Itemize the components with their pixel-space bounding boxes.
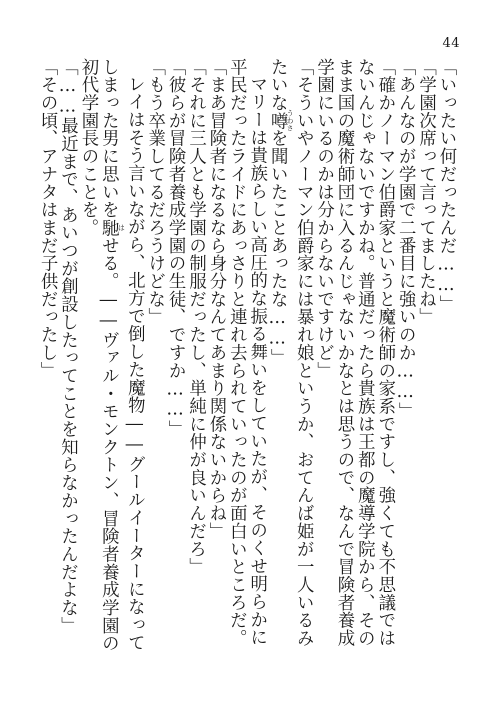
vertical-text-body: [37, 58, 456, 658]
dialogue-line: 「その頃、アナタはまだ子供だったし」: [37, 58, 58, 380]
line-text-after: せる。――ヴァル・モンクトン、冒険者養成学園の初代学園長のことを。: [77, 58, 119, 653]
dialogue-line: [267, 58, 313, 658]
ruby-annotation: [267, 109, 295, 132]
dialogue-line: 「彼らが冒険者養成学園の生徒、ですか……」: [165, 58, 186, 439]
line-text: レイはそう言いながら、北方で倒した魔物――グールイーターになってしまった男に思いを: [98, 58, 145, 652]
ruby-base: 噂: [267, 109, 288, 132]
narration-paragraph: [78, 58, 145, 658]
dialogue-line: 「まあ冒険者になるなら身分なんてあまり関係ないからね」: [205, 58, 226, 540]
dialogue-line: 「……最近まで、あいつが創設したってことを知らなかったんだよな」: [57, 58, 78, 635]
dialogue-line: 「もう卒業してるだろうけどな」: [144, 58, 165, 326]
dialogue-line: 「それに三人とも学園の制服だったし、単純に仲が良いんだろ」: [185, 58, 206, 576]
dialogue-line: 「学園次席って言ってましたね」: [415, 58, 436, 326]
ruby-reading: は: [117, 218, 126, 237]
dialogue-line: 「いったい何だったんだ……」: [436, 58, 456, 314]
dialogue-line: 「あんなのが学園で二番目に強いのか……」: [395, 58, 416, 421]
dialogue-line: 「確かノーマン伯爵家というと魔術師の家系ですし、強くても不思議ではないんじゃないですかね。普通だったら貴族は王都の魔導学院から、そのまま国の魔術師団に入るんじゃないかなとは思うので、なんで冒険者養成学園にいるのかは分からないですけど」: [313, 58, 395, 648]
line-text: 「そういやノーマン伯爵家には暴れ娘というか、おてんば姫が一人いるみたいな: [267, 58, 314, 648]
page-number: 44: [442, 36, 460, 51]
ruby-base: 馳: [98, 218, 119, 237]
ruby-annotation: [98, 218, 126, 237]
line-text-after: を聞いたことあったな……」: [267, 129, 288, 367]
narration-paragraph: マリーは貴族らしい高圧的な振る舞いをしていたが、そのくせ明らかに平民だったライドにあっさりと連れ去られていったのが面白いところだ。: [226, 58, 267, 648]
ruby-reading: うわさ: [286, 109, 295, 132]
